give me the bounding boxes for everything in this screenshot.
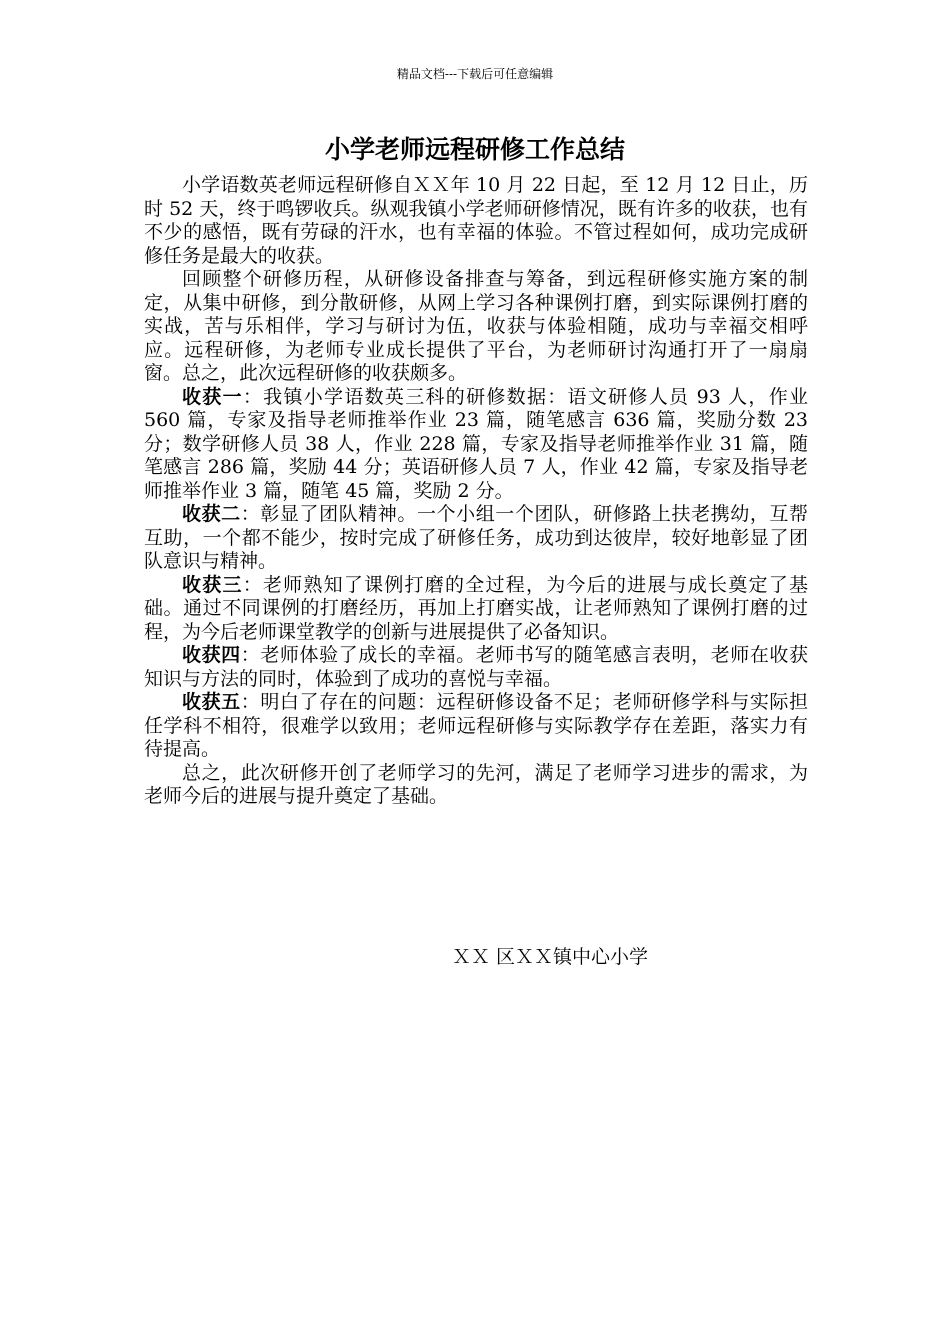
paragraph-gain-5 [144, 691, 808, 762]
paragraph-gain-2 [144, 503, 808, 574]
paragraph-text: ：老师体验了成长的幸福。老师书写的随笔感言表明，老师在收获知识与方法的同时，体验到了成功的喜悦与幸福。 [144, 644, 808, 690]
paragraph-intro [144, 174, 808, 268]
paragraph-label: 收获四 [182, 644, 241, 666]
paragraph-label: 收获一 [182, 385, 243, 408]
paragraph-gain-4 [144, 644, 808, 691]
paragraph-label: 收获五 [182, 691, 241, 713]
document-body [144, 174, 808, 809]
document-title: 小学老师远程研修工作总结 [324, 135, 625, 164]
paragraph-review [144, 268, 808, 386]
signature: ＸＸ 区ＸＸ镇中心小学 [451, 946, 648, 968]
paragraph-gain-1 [144, 386, 808, 504]
page-header: 精品文档---下载后可任意编辑 [396, 67, 554, 81]
paragraph-text: ：我镇小学语数英三科的研修数据：语文研修人员 93 人，作业 560 篇，专家及指导老师推举作业 23 篇，随笔感言 636 篇，奖励分数 23 分；数学研修人员 38 人，作业 228 篇，专家及指导老师推举作业 31 篇，随笔感言 286 篇，奖励 44 分；英语研修人员 7 人，作业 42 篇，专家及指导老师推举作业 3 篇，随笔 45 篇，奖励 2 分。 [144, 385, 808, 502]
paragraph-label: 收获三 [182, 573, 243, 596]
paragraph-text: 小学语数英老师远程研修自ＸＸ年 10 月 22 日起，至 12 月 12 日止，历时 52 天，终于鸣锣收兵。纵观我镇小学老师研修情况，既有许多的收获，也有不少的感悟，既有劳碌的汗水，也有幸福的体验。不管过程如何，成功完成研修任务是最大的收获。 [144, 174, 808, 267]
paragraph-gain-3 [144, 574, 808, 645]
paragraph-text: ：老师熟知了课例打磨的全过程，为今后的进展与成长奠定了基础。通过不同课例的打磨经历，再加上打磨实战，让老师熟知了课例打磨的过程，为今后老师课堂教学的创新与进展提供了必备知识。 [144, 573, 808, 643]
paragraph-text: ：彰显了团队精神。一个小组一个团队，研修路上扶老携幼，互帮互助，一个都不能少，按时完成了研修任务，成功到达彼岸，较好地彰显了团队意识与精神。 [144, 503, 808, 572]
paragraph-text: 回顾整个研修历程，从研修设备排查与筹备，到远程研修实施方案的制定，从集中研修，到分散研修，从网上学习各种课例打磨，到实际课例打磨的实战，苦与乐相伴，学习与研讨为伍，收获与体验相随，成功与幸福交相呼应。远程研修，为老师专业成长提供了平台，为老师研讨沟通打开了一扇扇窗。总之，此次远程研修的收获颇多。 [144, 268, 808, 384]
paragraph-label: 收获二 [182, 503, 241, 525]
paragraph-conclusion [144, 762, 808, 809]
paragraph-text: ：明白了存在的问题：远程研修设备不足；老师研修学科与实际担任学科不相符，很难学以致用；老师远程研修与实际教学存在差距，落实力有待提高。 [144, 691, 808, 760]
paragraph-text: 总之，此次研修开创了老师学习的先河，满足了老师学习进步的需求，为老师今后的进展与提升奠定了基础。 [144, 761, 808, 807]
